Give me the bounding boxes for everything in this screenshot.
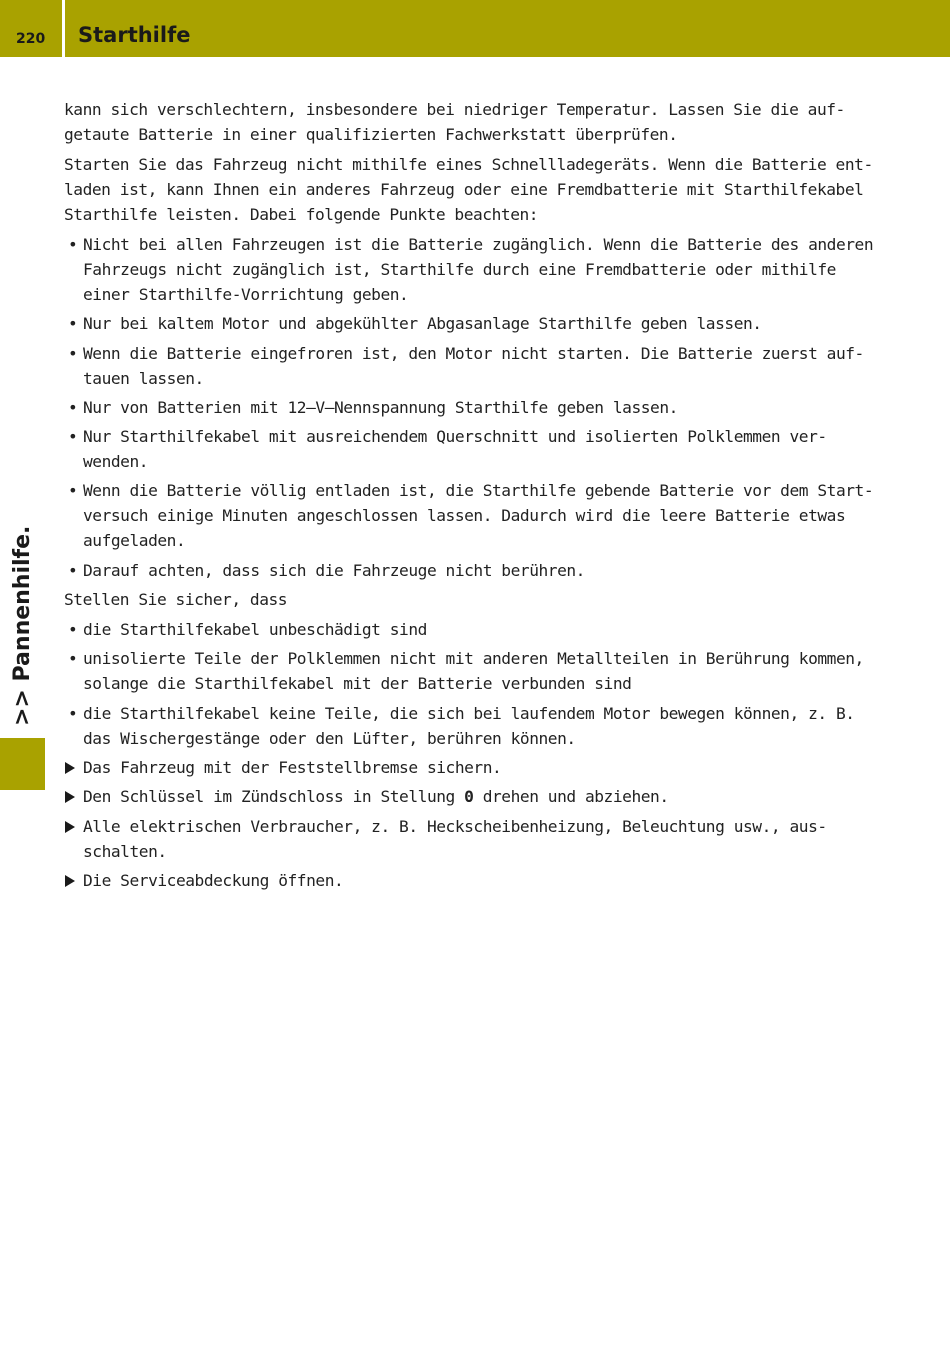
list-item-text: Nur von Batterien mit 12–V–Nennspannung Starthilfe geben lassen. [83,397,678,417]
step-item [64,814,874,864]
bullet-icon: • [68,560,78,580]
list-item-text: Darauf achten, dass sich die Fahrzeuge nicht berühren. [83,560,585,580]
step-text: Die Serviceabdeckung öffnen. [83,870,344,890]
list-item-text: Wenn die Batterie eingefroren ist, den Motor nicht starten. Die Batterie zuerst auftauen lassen. [83,343,865,388]
ignition-position: 0 [464,787,474,807]
list-item [64,311,874,336]
list-item-text: Wenn die Batterie völlig entladen ist, die Starthilfe gebende Batterie vor dem Startversuch einige Minuten angeschlossen lassen. Dadurch wird die leere Batterie etwas aufgeladen. [83,481,874,551]
list-item-text: unisolierte Teile der Polklemmen nicht mit anderen Metallteilen in Berührung kommen, solange die Starthilfekabel mit der Batterie verbunden sind [83,649,864,694]
bullet-icon: • [68,620,78,640]
checklist [64,617,874,751]
bullet-icon: • [68,703,78,723]
list-item [64,558,874,583]
bullet-icon: • [68,343,78,363]
list-item [64,232,874,307]
paragraph-intro: kann sich verschlechtern, insbesondere bei niedriger Temperatur. Lassen Sie die aufgetaute Batterie in einer qualifizierten Fachwerkstatt überprüfen. [64,100,846,144]
paragraph-jump-start: Starten Sie das Fahrzeug nicht mithilfe eines Schnellladegeräts. Wenn die Batterie entladen ist, kann Ihnen ein anderes Fahrzeug oder eine Fremdbatterie mit Starthilfekabel Starthilfe leisten. Dabei folgende Punkte beachten: [64,155,874,224]
step-text: Das Fahrzeug mit der Feststellbremse sichern. [83,757,502,777]
step-item [64,784,874,809]
section-label: >> Pannenhilfe. [10,525,35,726]
list-item-text: Nur Starthilfekabel mit ausreichendem Querschnitt und isolierten Polklemmen verwenden. [83,427,828,472]
step-arrow-icon [65,875,75,887]
paragraph-ensure: Stellen Sie sicher, dass [64,590,288,610]
steps-list [64,755,874,893]
section-tab [0,738,45,790]
step-arrow-icon [65,791,75,803]
list-item-text: die Starthilfekabel unbeschädigt sind [83,620,427,640]
step-text [83,787,669,806]
bullet-icon: • [68,397,78,417]
step-item [64,755,874,780]
bullet-icon: • [68,481,78,501]
list-item [64,646,874,696]
step-item [64,868,874,893]
step-text-part: Den Schlüssel im Zündschloss in Stellung [83,787,465,807]
list-item [64,395,874,420]
list-item [64,617,874,642]
bullet-icon: • [68,427,78,447]
step-text: Alle elektrischen Verbraucher, z. B. Heckscheibenheizung, Beleuchtung usw., ausschalten. [83,816,828,861]
list-item-text: Nur bei kaltem Motor und abgekühlter Abgasanlage Starthilfe geben lassen. [83,314,762,334]
bullet-icon: • [68,235,78,254]
step-arrow-icon [65,821,75,833]
page-title: Starthilfe [78,23,191,47]
bullet-icon: • [68,314,78,334]
header-divider [62,0,65,57]
page-number: 220 [16,31,46,47]
main-content [64,97,874,897]
list-item-text: die Starthilfekabel keine Teile, die sich bei laufendem Motor bewegen können, z. B. das Wischergestänge oder den Lüfter, berühren können. [83,703,855,748]
list-item [64,341,874,391]
step-text-part: drehen und abziehen. [473,787,669,807]
list-item-text: Nicht bei allen Fahrzeugen ist die Batterie zugänglich. Wenn die Batterie des anderen Fahrzeugs nicht zugänglich ist, Starthilfe durch eine Fremdbatterie oder mithilfe einer Starthilfe-Vorrichtung geben. [83,235,874,304]
list-item [64,424,874,474]
list-item [64,478,874,553]
bullet-icon: • [68,649,78,669]
step-arrow-icon [65,762,75,774]
list-item [64,701,874,751]
precautions-list [64,232,874,583]
